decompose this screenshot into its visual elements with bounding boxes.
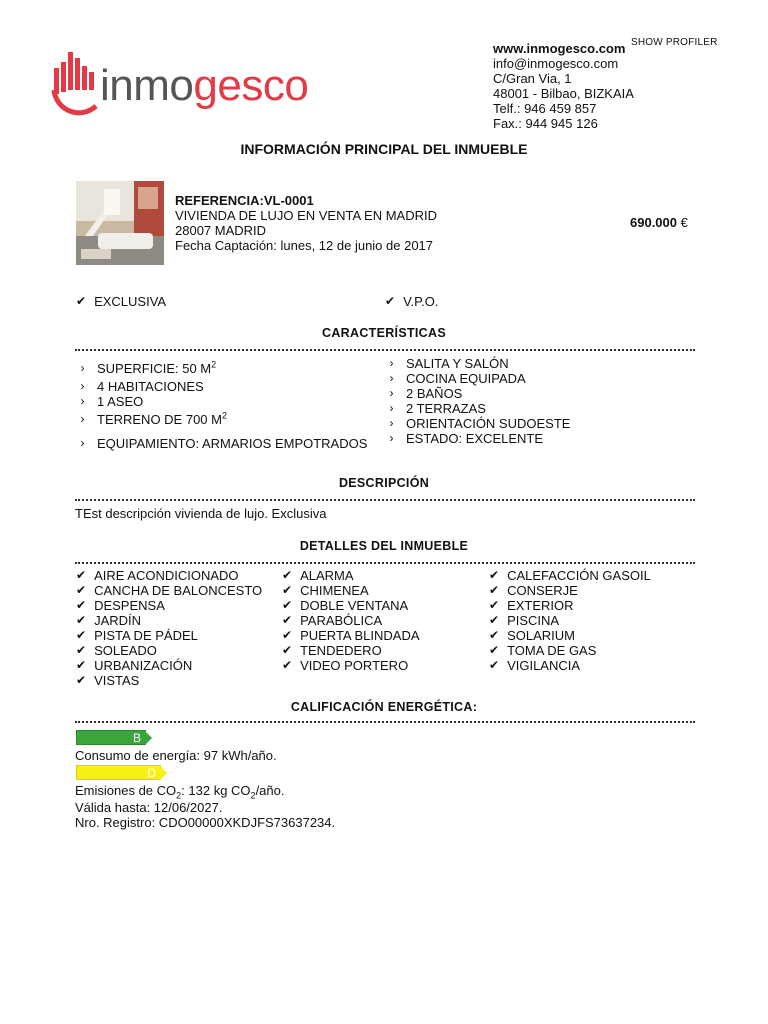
property-capture-date: Fecha Captación: lunes, 12 de junio de 2017 bbox=[175, 238, 434, 253]
list-item bbox=[385, 416, 570, 431]
flag-exclusiva bbox=[76, 294, 166, 309]
property-title: VIVIENDA DE LUJO EN VENTA EN MADRID bbox=[175, 208, 437, 223]
check-icon: ✔ bbox=[385, 294, 396, 308]
superscript: 2 bbox=[211, 359, 217, 370]
list-item bbox=[385, 431, 570, 446]
chevron-right-icon: › bbox=[80, 379, 85, 393]
logo-text-gesco: gesco bbox=[193, 61, 309, 110]
check-icon: ✔ bbox=[282, 568, 293, 582]
section-title-energy: CALIFICACIÓN ENERGÉTICA: bbox=[290, 700, 478, 714]
divider bbox=[75, 721, 695, 723]
divider bbox=[75, 499, 695, 501]
check-icon: ✔ bbox=[282, 583, 293, 597]
divider bbox=[75, 349, 695, 351]
list-item bbox=[76, 658, 262, 673]
detail-label: VIGILANCIA bbox=[507, 658, 581, 673]
list-item bbox=[76, 432, 367, 454]
check-icon: ✔ bbox=[282, 658, 293, 672]
chevron-right-icon: › bbox=[389, 431, 394, 445]
characteristic-toilets: 1 ASEO bbox=[97, 394, 144, 409]
check-icon: ✔ bbox=[489, 628, 500, 642]
website-link[interactable]: www.inmogesco.com bbox=[493, 41, 626, 56]
check-icon: ✔ bbox=[282, 628, 293, 642]
detail-label: DOBLE VENTANA bbox=[300, 598, 409, 613]
energy-consumption-text: Consumo de energía: 97 kWh/año. bbox=[75, 748, 277, 763]
detail-label: VIDEO PORTERO bbox=[300, 658, 409, 673]
chevron-right-icon: › bbox=[389, 356, 394, 370]
check-icon: ✔ bbox=[76, 613, 87, 627]
list-item bbox=[489, 643, 651, 658]
property-reference: REFERENCIA:VL-0001 bbox=[175, 193, 314, 208]
list-item bbox=[282, 583, 420, 598]
check-icon: ✔ bbox=[489, 658, 500, 672]
list-item bbox=[76, 628, 262, 643]
characteristic-equipment: EQUIPAMIENTO: ARMARIOS EMPOTRADOS bbox=[97, 435, 368, 451]
description-text: TEst descripción vivienda de lujo. Exclusiva bbox=[75, 506, 327, 521]
detail-label: PARABÓLICA bbox=[300, 613, 383, 628]
chevron-right-icon: › bbox=[389, 401, 394, 415]
list-item bbox=[76, 583, 262, 598]
details-col-1 bbox=[76, 568, 262, 688]
list-item bbox=[76, 409, 367, 430]
detail-label: TOMA DE GAS bbox=[507, 643, 597, 658]
list-item bbox=[282, 568, 420, 583]
chevron-right-icon: › bbox=[80, 435, 85, 450]
logo-wordmark bbox=[100, 60, 308, 112]
list-item bbox=[385, 356, 570, 371]
list-item bbox=[385, 386, 570, 401]
characteristic-rooms: 4 HABITACIONES bbox=[97, 379, 204, 394]
show-profiler-link[interactable]: SHOW PROFILER bbox=[631, 37, 718, 48]
check-icon: ✔ bbox=[76, 628, 87, 642]
check-icon: ✔ bbox=[76, 658, 87, 672]
list-item bbox=[282, 628, 420, 643]
details-col-2 bbox=[282, 568, 420, 673]
energy-valid-until: Válida hasta: 12/06/2027. bbox=[75, 800, 223, 815]
list-item bbox=[385, 371, 570, 386]
detail-label: SOLEADO bbox=[94, 643, 157, 658]
detail-label: DESPENSA bbox=[94, 598, 165, 613]
list-item bbox=[489, 613, 651, 628]
check-icon: ✔ bbox=[76, 673, 87, 687]
check-icon: ✔ bbox=[76, 643, 87, 657]
page-title: INFORMACIÓN PRINCIPAL DEL INMUEBLE bbox=[240, 141, 528, 157]
detail-label: CANCHA DE BALONCESTO bbox=[94, 583, 263, 598]
list-item bbox=[76, 394, 367, 409]
characteristic-label: 2 BAÑOS bbox=[406, 386, 463, 401]
detail-label: PUERTA BLINDADA bbox=[300, 628, 420, 643]
emissions-value: : 132 kg CO bbox=[181, 783, 251, 798]
check-icon: ✔ bbox=[282, 643, 293, 657]
chevron-right-icon: › bbox=[80, 394, 85, 408]
detail-label: VISTAS bbox=[94, 673, 140, 688]
list-item bbox=[489, 583, 651, 598]
divider bbox=[75, 562, 695, 564]
list-item bbox=[76, 673, 262, 688]
flag-label: EXCLUSIVA bbox=[94, 294, 167, 309]
flag-vpo bbox=[385, 294, 438, 309]
check-icon: ✔ bbox=[489, 598, 500, 612]
list-item bbox=[76, 613, 262, 628]
detail-label: EXTERIOR bbox=[507, 598, 574, 613]
list-item bbox=[282, 643, 420, 658]
list-item bbox=[489, 658, 651, 673]
email-link[interactable]: info@inmogesco.com bbox=[493, 56, 619, 71]
detail-label: PISCINA bbox=[507, 613, 560, 628]
energy-emissions-grade-bar: D bbox=[76, 765, 161, 780]
characteristic-label: COCINA EQUIPADA bbox=[406, 371, 526, 386]
chevron-right-icon: › bbox=[80, 361, 85, 375]
detail-label: CHIMENEA bbox=[300, 583, 369, 598]
section-title-description: DESCRIPCIÓN bbox=[338, 476, 430, 490]
flag-label: V.P.O. bbox=[403, 294, 439, 309]
property-price bbox=[630, 215, 688, 230]
detail-label: ALARMA bbox=[300, 568, 354, 583]
detail-label: PISTA DE PÁDEL bbox=[94, 628, 198, 643]
address-street: C/Gran Via, 1 bbox=[493, 71, 572, 86]
check-icon: ✔ bbox=[282, 598, 293, 612]
superscript: 2 bbox=[221, 410, 227, 421]
check-icon: ✔ bbox=[76, 598, 87, 612]
phone-number: Telf.: 946 459 857 bbox=[493, 101, 597, 116]
subscript: 2 bbox=[176, 790, 182, 801]
subscript: 2 bbox=[250, 790, 256, 801]
characteristic-label: 2 TERRAZAS bbox=[406, 401, 486, 416]
chevron-right-icon: › bbox=[389, 371, 394, 385]
check-icon: ✔ bbox=[489, 568, 500, 582]
chevron-right-icon: › bbox=[389, 416, 394, 430]
address-city: 48001 - Bilbao, BIZKAIA bbox=[493, 86, 634, 101]
list-item bbox=[489, 598, 651, 613]
list-item bbox=[282, 598, 420, 613]
list-item bbox=[282, 658, 420, 673]
list-item bbox=[385, 401, 570, 416]
check-icon: ✔ bbox=[282, 613, 293, 627]
list-item bbox=[76, 643, 262, 658]
details-col-3 bbox=[489, 568, 651, 673]
section-title-characteristics: CARACTERÍSTICAS bbox=[322, 326, 446, 340]
check-icon: ✔ bbox=[489, 583, 500, 597]
emissions-prefix: Emisiones de CO bbox=[75, 783, 177, 798]
check-icon: ✔ bbox=[489, 613, 500, 627]
characteristic-land bbox=[97, 412, 227, 427]
characteristic-label: SALITA Y SALÓN bbox=[406, 356, 509, 371]
price-currency: € bbox=[680, 215, 688, 230]
detail-label: URBANIZACIÓN bbox=[94, 658, 193, 673]
check-icon: ✔ bbox=[76, 294, 87, 308]
detail-label: TENDEDERO bbox=[300, 643, 382, 658]
detail-label: CALEFACCIÓN GASOIL bbox=[507, 568, 651, 583]
list-item bbox=[76, 379, 367, 394]
contact-block bbox=[493, 41, 634, 131]
characteristics-right-list bbox=[385, 356, 570, 446]
property-summary bbox=[175, 193, 437, 253]
characteristics-left-list bbox=[76, 358, 367, 454]
characteristic-label: ESTADO: EXCELENTE bbox=[406, 431, 544, 446]
check-icon: ✔ bbox=[489, 643, 500, 657]
detail-label: CONSERJE bbox=[507, 583, 578, 598]
fax-number: Fax.: 944 945 126 bbox=[493, 116, 598, 131]
energy-consumption-grade-bar: B bbox=[76, 730, 146, 745]
energy-registry: Nro. Registro: CDO00000XKDJFS73637234. bbox=[75, 815, 336, 830]
list-item bbox=[76, 568, 262, 583]
list-item bbox=[489, 628, 651, 643]
list-item bbox=[76, 598, 262, 613]
detail-label: SOLARIUM bbox=[507, 628, 575, 643]
label: TERRENO DE 700 M bbox=[97, 412, 222, 427]
check-icon: ✔ bbox=[76, 583, 87, 597]
detail-label: JARDÍN bbox=[94, 613, 142, 628]
chevron-right-icon: › bbox=[389, 386, 394, 400]
detail-label: AIRE ACONDICIONADO bbox=[94, 568, 239, 583]
logo-text-inmo: inmo bbox=[100, 61, 194, 110]
list-item bbox=[489, 568, 651, 583]
chevron-right-icon: › bbox=[80, 412, 85, 426]
energy-emissions-text bbox=[75, 783, 285, 801]
check-icon: ✔ bbox=[76, 568, 87, 582]
characteristic-label: ORIENTACIÓN SUDOESTE bbox=[406, 416, 571, 431]
property-location: 28007 MADRID bbox=[175, 223, 267, 238]
list-item bbox=[76, 358, 367, 379]
characteristic-surface bbox=[97, 361, 216, 376]
property-photo bbox=[76, 181, 164, 265]
list-item bbox=[282, 613, 420, 628]
price-value: 690.000 bbox=[630, 215, 677, 230]
section-title-details: DETALLES DEL INMUEBLE bbox=[299, 539, 469, 553]
label: SUPERFICIE: 50 M bbox=[97, 361, 212, 376]
emissions-suffix: /año. bbox=[255, 783, 285, 798]
